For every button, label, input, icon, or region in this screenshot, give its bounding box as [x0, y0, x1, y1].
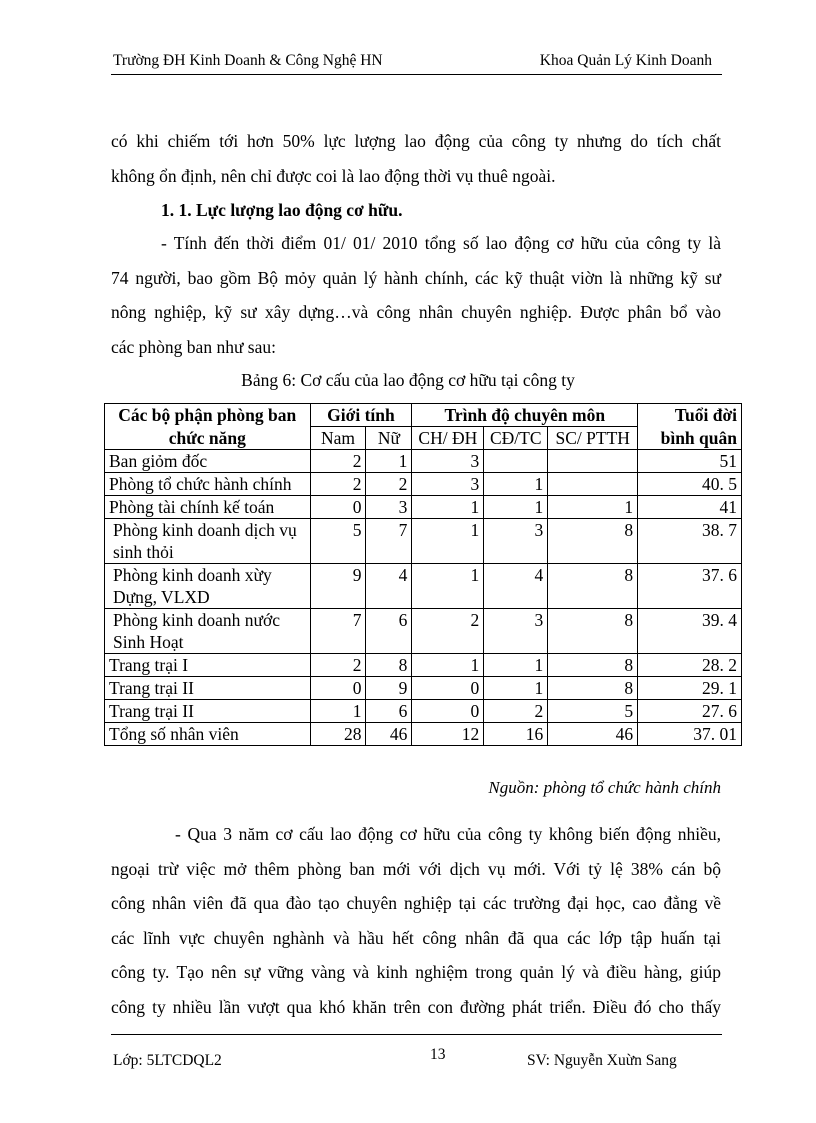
table-header-row [105, 404, 742, 427]
text-line: nông nghiệp, kỹ sư xây dựng…và công nhân chuyên nghiệp. Được phân bổ vào [111, 302, 721, 322]
cell-male: 0 [310, 677, 366, 700]
cell-age: 51 [638, 450, 742, 473]
cell-male: 9 [310, 564, 366, 609]
cell-female: 1 [366, 450, 412, 473]
text-line: - Tính đến thời điểm 01/ 01/ 2010 tổng số lao động cơ hữu của công ty là [161, 233, 721, 253]
cell-level-3: 8 [548, 677, 638, 700]
footer-class: Lớp: 5LTCDQL2 [113, 1052, 222, 1069]
table-source-note: Nguồn: phòng tổ chức hành chính [488, 778, 721, 797]
paragraph-2 [111, 817, 721, 1024]
cell-female: 8 [366, 654, 412, 677]
cell-level-1: 3 [412, 473, 484, 496]
cell-male: 5 [310, 519, 366, 564]
header-male: Nam [310, 427, 366, 450]
text-line: các lĩnh vực chuyên nghành và hầu hết công nhân đã qua các lớp tập huấn tại [111, 927, 721, 948]
cell-male: 28 [310, 723, 366, 746]
cell-level-3: 8 [548, 609, 638, 654]
cell-level-2: 3 [484, 519, 548, 564]
cell-female: 2 [366, 473, 412, 496]
text-line: công ty nhiều lần vượt qua khó khăn trên con đường phát triển. Điều đó cho thấy [111, 996, 721, 1017]
footer-rule [111, 1034, 722, 1035]
header-female: Nữ [366, 427, 412, 450]
header-age-2: bình quân [638, 427, 742, 450]
cell-dept: Phòng kinh doanh xừy Dựng, VLXD [105, 564, 311, 609]
cell-male: 2 [310, 450, 366, 473]
cell-female: 6 [366, 700, 412, 723]
table-row [105, 450, 742, 473]
cell-age: 28. 2 [638, 654, 742, 677]
table-subheader-row [105, 427, 742, 450]
cell-level-3: 5 [548, 700, 638, 723]
text-line: - Qua 3 năm cơ cấu lao động cơ hữu của công ty không biến động nhiều, [175, 824, 721, 844]
cell-female: 6 [366, 609, 412, 654]
cell-dept: Trang trại I [105, 654, 311, 677]
cell-level-1: 2 [412, 609, 484, 654]
table-row [105, 519, 742, 564]
cell-level-2: 1 [484, 654, 548, 677]
text-line: 74 người, bao gồm Bộ mỏy quản lý hành chính, các kỹ thuật viờn là những kỹ sư [111, 267, 721, 288]
page-number: 13 [430, 1046, 446, 1063]
table-row [105, 609, 742, 654]
text-line: công ty. Tạo nên sự vững vàng và kinh nghiệm trong quản lý và điều hàng, giúp [111, 962, 721, 982]
cell-level-2: 1 [484, 473, 548, 496]
table-row [105, 700, 742, 723]
text-line: ngoại trừ việc mở thêm phòng ban mới với dịch vụ mới. Với tỷ lệ 38% cán bộ [111, 858, 721, 879]
cell-level-1: 0 [412, 677, 484, 700]
cell-male: 2 [310, 654, 366, 677]
cell-dept: Phòng tài chính kế toán [105, 496, 311, 519]
cell-level-3 [548, 473, 638, 496]
cell-age: 38. 7 [638, 519, 742, 564]
cell-dept: Ban giỏm đốc [105, 450, 311, 473]
cell-level-2: 1 [484, 496, 548, 519]
cell-dept: Tổng số nhân viên [105, 723, 311, 746]
text-line: không ổn định, nên chỉ được coi là lao động thời vụ thuê ngoài. [111, 165, 556, 186]
cell-level-1: 0 [412, 700, 484, 723]
cell-age: 40. 5 [638, 473, 742, 496]
cell-age: 37. 6 [638, 564, 742, 609]
table-row [105, 473, 742, 496]
cell-dept: Phòng kinh doanh dịch vụ sinh thỏi [105, 519, 311, 564]
cell-level-3: 8 [548, 564, 638, 609]
cell-level-3: 46 [548, 723, 638, 746]
intro-paragraph [111, 124, 721, 193]
cell-level-3: 8 [548, 519, 638, 564]
cell-level-2: 4 [484, 564, 548, 609]
cell-level-1: 12 [412, 723, 484, 746]
cell-dept: Phòng kinh doanh nước Sinh Hoạt [105, 609, 311, 654]
cell-age: 41 [638, 496, 742, 519]
header-level-1: CH/ ĐH [412, 427, 484, 450]
header-age: Tuổi đời [638, 404, 742, 427]
text-line: công nhân viên đã qua đào tạo chuyên nghiệp tại các trường đại học, cao đẳng về [111, 893, 721, 913]
header-level: Trình độ chuyên môn [412, 404, 638, 427]
cell-male: 1 [310, 700, 366, 723]
cell-dept: Phòng tổ chức hành chính [105, 473, 311, 496]
cell-age: 37. 01 [638, 723, 742, 746]
cell-level-2: 1 [484, 677, 548, 700]
header-level-2: CĐ/TC [484, 427, 548, 450]
cell-level-1: 1 [412, 654, 484, 677]
header-dept-2: chức năng [105, 427, 311, 450]
page-header [111, 52, 722, 75]
header-dept: Các bộ phận phòng ban [105, 404, 311, 427]
cell-level-3: 8 [548, 654, 638, 677]
staff-structure-table [104, 403, 742, 746]
cell-level-2 [484, 450, 548, 473]
cell-age: 29. 1 [638, 677, 742, 700]
section-heading: 1. 1. Lực lượng lao động cơ hữu. [161, 200, 403, 220]
cell-male: 0 [310, 496, 366, 519]
table-row [105, 677, 742, 700]
cell-level-3 [548, 450, 638, 473]
cell-level-2: 3 [484, 609, 548, 654]
cell-male: 7 [310, 609, 366, 654]
cell-female: 7 [366, 519, 412, 564]
cell-female: 9 [366, 677, 412, 700]
cell-female: 4 [366, 564, 412, 609]
text-line: có khi chiếm tới hơn 50% lực lượng lao động của công ty nhưng do tích chất [111, 131, 721, 151]
cell-level-2: 16 [484, 723, 548, 746]
cell-male: 2 [310, 473, 366, 496]
table-row [105, 496, 742, 519]
table-row [105, 654, 742, 677]
cell-level-2: 2 [484, 700, 548, 723]
table-caption: Bảng 6: Cơ cấu của lao động cơ hữu tại công ty [241, 370, 575, 390]
cell-age: 27. 6 [638, 700, 742, 723]
paragraph-1 [111, 226, 721, 364]
cell-level-3: 1 [548, 496, 638, 519]
cell-female: 3 [366, 496, 412, 519]
cell-level-1: 3 [412, 450, 484, 473]
cell-female: 46 [366, 723, 412, 746]
cell-level-1: 1 [412, 496, 484, 519]
table-total-row [105, 723, 742, 746]
table-row [105, 564, 742, 609]
cell-dept: Trang trại II [105, 677, 311, 700]
header-level-3: SC/ PTTH [548, 427, 638, 450]
text-line: các phòng ban như sau: [111, 336, 276, 357]
header-school: Trường ĐH Kinh Doanh & Công Nghệ HN [113, 52, 383, 69]
cell-level-1: 1 [412, 519, 484, 564]
header-gender: Giới tính [310, 404, 412, 427]
footer-student: SV: Nguyễn Xuừn Sang [527, 1052, 677, 1069]
header-faculty: Khoa Quản Lý Kinh Doanh [539, 52, 712, 69]
cell-age: 39. 4 [638, 609, 742, 654]
cell-level-1: 1 [412, 564, 484, 609]
cell-dept: Trang trại II [105, 700, 311, 723]
